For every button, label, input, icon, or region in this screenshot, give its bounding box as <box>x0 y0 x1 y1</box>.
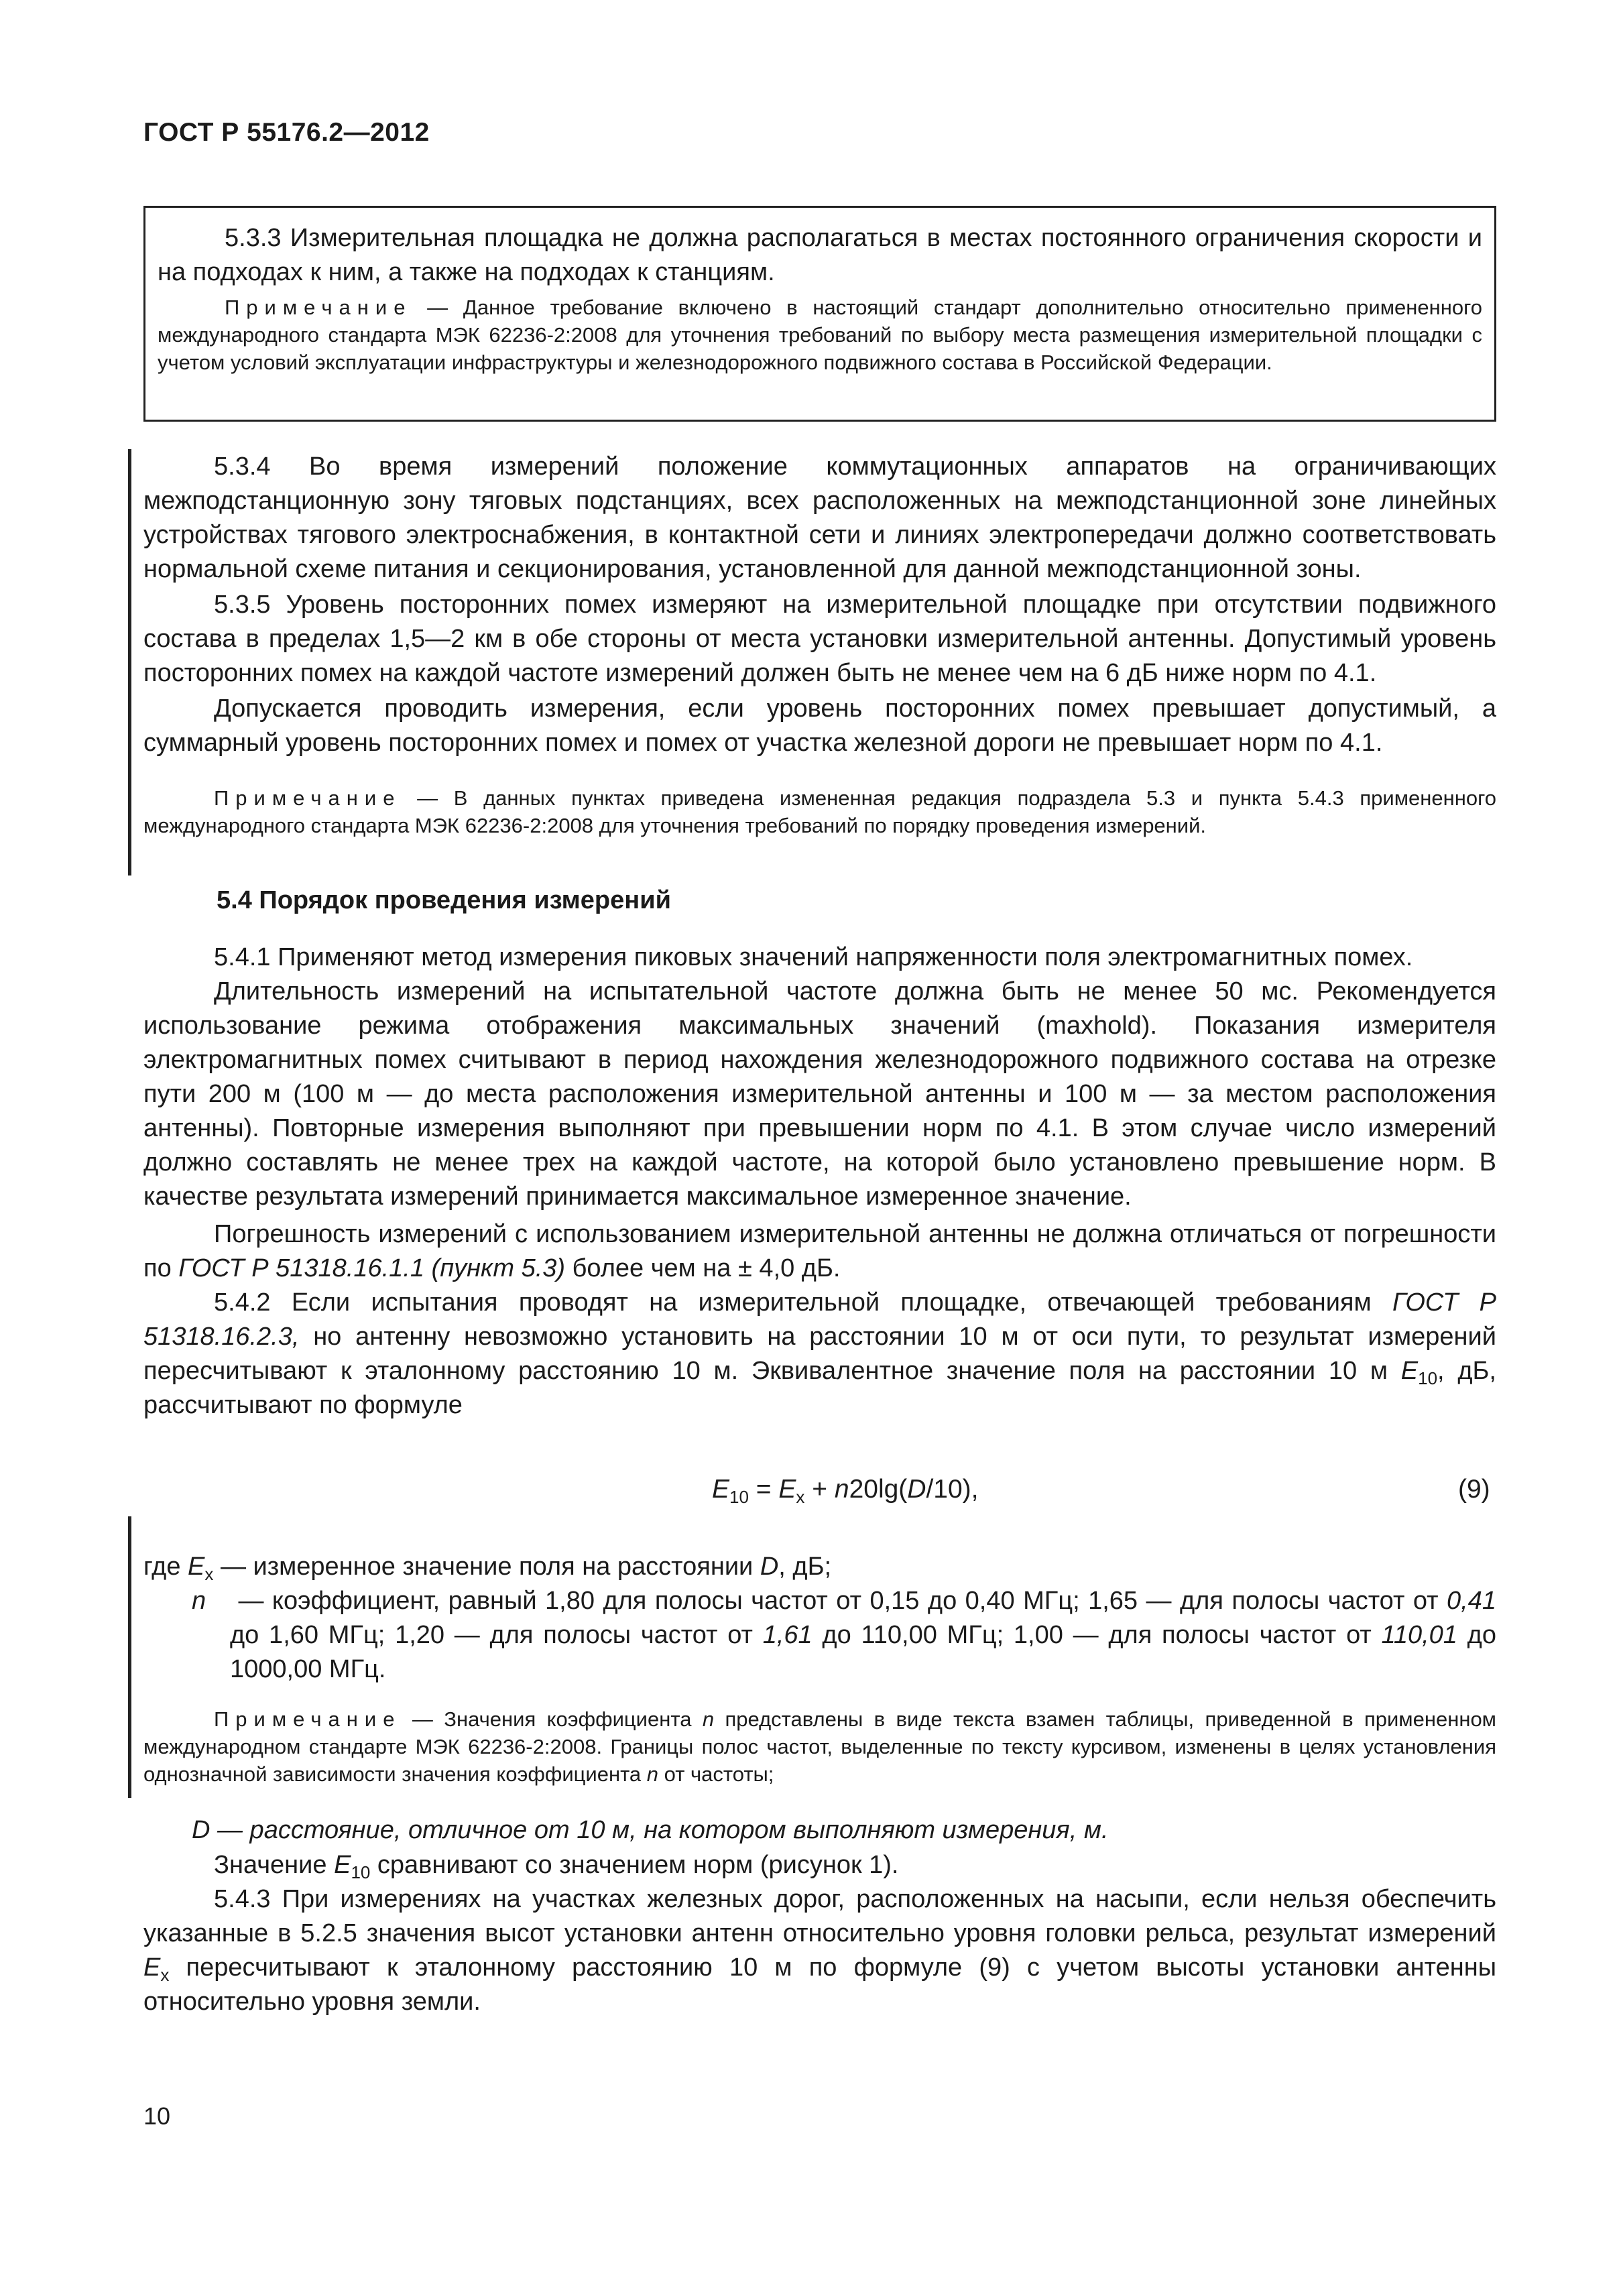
accuracy-reference: ГОСТ Р 51318.16.1.1 (пункт 5.3) <box>178 1254 566 1282</box>
clause-5-4-3 <box>143 1882 1496 2019</box>
note-3-text-a: — Значения коэффициента <box>401 1707 703 1731</box>
comparison-line <box>214 1848 1496 1882</box>
where-n-italic-1: 0,41 <box>1447 1587 1496 1615</box>
note-3 <box>143 1705 1496 1788</box>
clause-5-4-2-text-a: 5.4.2 Если испытания проводят на измерительной площадке, отвечающей требованиям <box>214 1288 1392 1317</box>
clause-5-4-2 <box>143 1286 1496 1423</box>
where-ex-tail: , дБ; <box>778 1553 832 1581</box>
e10-symbol: E <box>1400 1357 1419 1385</box>
clause-5-4-1: 5.4.1 Применяют метод измерения пиковых значений напряженности поля электромагнитных помех. <box>214 943 1413 971</box>
note-label: Примечание <box>225 296 412 319</box>
where-n <box>230 1584 1496 1687</box>
comparison-text-a: Значение <box>214 1851 335 1879</box>
change-bar-2 <box>128 1516 131 1798</box>
formula-sub10: 10 <box>729 1487 749 1507</box>
comparison-sub: 10 <box>351 1862 371 1882</box>
where-n-italic-2: 1,61 <box>762 1621 813 1649</box>
where-ex-sub: x <box>204 1564 214 1584</box>
formula-number: (9) <box>1458 1475 1490 1504</box>
clause-5-4-3-e: E <box>143 1953 161 1982</box>
clause-5-4-3-text-a: 5.4.3 При измерениях на участках железных дорог, расположенных на насыпи, если нельзя обеспечить указанные в 5.2.5 значения высот установки антенн относительно уровня головки рельса, результат измерений <box>143 1885 1496 1947</box>
clause-5-4-2-text-b: но антенну невозможно установить на расстоянии 10 м от оси пути, то результат измерений пересчитывают к эталонному расстоянию 10 м. Эквивалентное значение поля на расстоянии 10 м <box>143 1323 1496 1385</box>
note-text: — Данное требование включено в настоящий стандарт дополнительно относительно примененного международного стандарта МЭК 62236-2:2008 для уточнения требований по выбору места размещения измерительной площадки с учетом условий эксплуатации инфраструктуры и железнодорожного подвижного состава в Российской Федерации. <box>158 296 1482 374</box>
comparison-e: E <box>334 1851 351 1879</box>
formula-e: E <box>712 1475 730 1504</box>
formula-equals: = <box>748 1475 779 1504</box>
formula-log: 20lg( <box>849 1475 908 1504</box>
where-ex-symbol: E <box>188 1553 205 1581</box>
clause-5-3-3: 5.3.3 Измерительная площадка не должна располагаться в местах постоянного ограничения скорости и на подходах к ним, а также на подходах к станциям. <box>158 224 1482 286</box>
formula-9 <box>712 1475 979 1507</box>
note-2-text: — В данных пунктах приведена измененная редакция подраздела 5.3 и пункта 5.4.3 примененного международного стандарта МЭК 62236-2:2008 для уточнения требований по порядку проведения измерений. <box>143 786 1496 837</box>
note-3-n: n <box>702 1707 715 1731</box>
formula-ex: E <box>778 1475 796 1504</box>
accuracy-text: Погрешность измерений с использованием измерительной антенны не должна отличаться от погрешности по <box>143 1220 1496 1282</box>
where-d-symbol: D <box>760 1553 779 1581</box>
clause-5-4-3-text-b: пересчитывают к эталонному расстоянию 10 м по формуле (9) с учетом высоты установки антенны относительно уровня земли. <box>143 1953 1496 2016</box>
note-3-label: Примечание <box>214 1707 402 1731</box>
page-number: 10 <box>143 2102 171 2130</box>
clause-5-4-3-sub: x <box>160 1965 170 1985</box>
where-n-text-4: до 1000,00 МГц. <box>230 1621 1496 1683</box>
clause-5-3-5-cont: Допускается проводить измерения, если уровень посторонних помех превышает допустимый, а суммарный уровень посторонних помех и помех от участка железной дороги не превышает норм по 4.1. <box>143 694 1496 757</box>
note-2-label: Примечание <box>214 786 402 810</box>
where-d: D — расстояние, отличное от 10 м, на котором выполняют измерения, м. <box>192 1816 1109 1844</box>
formula-d: D <box>907 1475 926 1504</box>
where-n-text-1: — коэффициент, равный 1,80 для полосы частот от 0,15 до 0,40 МГц; 1,65 — для полосы частот от <box>230 1587 1447 1615</box>
note-3-text-c: от частоты; <box>658 1762 774 1786</box>
e10-subscript: 10 <box>1418 1368 1438 1388</box>
note-3-n2: n <box>646 1762 659 1786</box>
comparison-text-b: сравнивают со значением норм (рисунок 1). <box>370 1851 899 1879</box>
where-word: где <box>143 1553 188 1581</box>
accuracy-tail: более чем на ± 4,0 дБ. <box>565 1254 841 1282</box>
change-bar-1 <box>128 449 131 875</box>
formula-subx: x <box>796 1487 805 1507</box>
note-3-text-b: представлены в виде текста взамен таблицы, приведенной в примененном международном стандарте МЭК 62236-2:2008. Границы полос частот, выделенные по тексту курсивом, изменены в целях установления однозначной зависимости значения коэффициента <box>143 1707 1496 1786</box>
note-2 <box>143 784 1496 839</box>
where-n-italic-3: 110,01 <box>1381 1621 1457 1649</box>
where-ex-text: — измеренное значение поля на расстоянии <box>213 1553 760 1581</box>
where-n-text-3: до 110,00 МГц; 1,00 — для полосы частот от <box>812 1621 1382 1649</box>
where-n-text-2: до 1,60 МГц; 1,20 — для полосы частот от <box>230 1621 763 1649</box>
boxed-clause <box>143 206 1496 422</box>
clause-5-4-1-duration: Длительность измерений на испытательной частоте должна быть не менее 50 мс. Рекомендуется использование режима отображения максимальных значений (maxhold). Показания измерителя электромагнитных помех считывают в период нахождения железнодорожного подвижного состава на отрезке пути 200 м (100 м — до места расположения измерительной антенны и 100 м — за местом расположения антенны). Повторные измерения выполняют при превышении норм по 4.1. В этом случае число измерений должно составлять не менее трех на каждой частоте, на которой было установлено превышение норм. В качестве результата измерений принимается максимальное измеренное значение. <box>143 977 1496 1211</box>
formula-plus: + <box>804 1475 835 1504</box>
document-header: ГОСТ Р 55176.2—2012 <box>143 118 430 147</box>
clause-5-4-2-reference: ГОСТ Р 51318.16.2.3, <box>143 1288 1497 1351</box>
clause-5-4-1-accuracy <box>143 1217 1496 1286</box>
formula-tail: /10), <box>926 1475 979 1504</box>
where-n-symbol: n <box>192 1587 206 1615</box>
formula-n: n <box>834 1475 849 1504</box>
note-box <box>158 294 1482 376</box>
clause-5-4-2-text-c: , дБ, рассчитывают по формуле <box>143 1357 1496 1419</box>
clause-5-3-5: 5.3.5 Уровень посторонних помех измеряют на измерительной площадке при отсутствии подвижного состава в пределах 1,5—2 км в обе стороны от места установки измерительной антенны. Допустимый уровень посторонних помех на каждой частоте измерений должен быть не менее чем на 6 дБ ниже норм по 4.1. <box>143 591 1496 687</box>
section-5-4-heading: 5.4 Порядок проведения измерений <box>217 886 671 914</box>
where-ex <box>143 1550 1496 1584</box>
clause-5-3-4: 5.3.4 Во время измерений положение коммутационных аппаратов на ограничивающих межподстанционную зону тяговых подстанциях, всех расположенных на межподстанционной зоне линейных устройствах тягового электроснабжения, в контактной сети и линиях электропередачи должно соответствовать нормальной схеме питания и секционирования, установленной для данной межподстанционной зоны. <box>143 452 1496 583</box>
